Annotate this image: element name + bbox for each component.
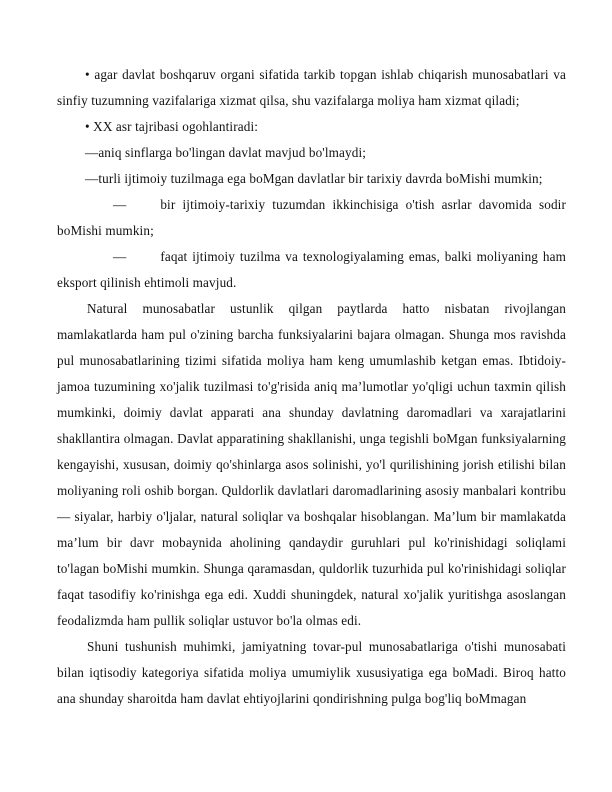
dash-item-1: —aniq sinflarga bo'lingan davlat mavjud bo'lmaydi; xyxy=(85,145,367,160)
bullet-item-2: • XX asr tajribasi ogohlantiradi: xyxy=(85,119,259,134)
dash-item-4-text: faqat ijtimoiy tuzilma va texnologiyalaming emas, balki moliyaning ham eksport qilinish ehtimoli mavjud. xyxy=(57,249,566,290)
em-dash-marker: — xyxy=(113,249,127,264)
em-dash-marker: — xyxy=(113,197,127,212)
dash-item-3 xyxy=(57,192,566,244)
body-paragraph-1: Natural munosabatlar ustunlik qilgan paytlarda hatto nisbatan rivojlangan mamlakatlarda ham pul o'zining barcha funksiyalarini bajara olmagan. Shunga mos ravishda pul munosabatlarining tizimi sifatida moliya ham keng umumlashib ketgan emas. Ibtidoiy-jamoa tuzumining xo'jalik tuzilmasi to'g'risida aniq ma’lumotlar yo'qligi uchun taxmin qilish mumkinki, doimiy davlat apparati ana shunday davlatning daromadlari va xarajatlarini shakllantira olmagan. Davlat apparatining shakllanishi, unga tegishli boMgan funksiyalarning kengayishi, xususan, doimiy qo'shinlarga asos solinishi, yo'l qurilishining jorish etilishi bilan moliyaning roli oshib borgan. Quldorlik davlatlari daromadlarining asosiy manbalari kontribu— siyalar, harbiy o'ljalar, natural soliqlar va boshqalar hisoblangan. Ma’lum bir mamlakatda ma’lum bir davr mobaynida aholining qandaydir guruhlari pul ko'rinishidagi soliqlami to'lagan boMishi mumkin. Shunga qaramasdan, quldorlik tuzurhida pul ko'rinishidagi soliqlar faqat tasodifiy ko'rinishga ega edi. Xuddi shuningdek, natural xo'jalik yuritishga asoslangan feodalizmda ham pullik soliqlar ustuvor bo'la olmas edi. xyxy=(57,301,566,628)
bullet-item-1: • agar davlat boshqaruv organi sifatida tarkib topgan ishlab chiqarish munosabatlari va sinfiy tuzumning vazifalariga xizmat qilsa, shu vazifalarga moliya ham xizmat qiladi; xyxy=(57,67,566,108)
body-paragraph-2: Shuni tushunish muhimki, jamiyatning tovar-pul munosabatlariga o'tishi munosabati bilan iqtisodiy kategoriya sifatida moliya umumiylik xususiyatiga ega boMadi. Biroq hatto ana shunday sharoitda ham davlat ehtiyojlarini qondirishning pulga bog'liq boMmagan xyxy=(57,639,566,706)
dash-item-3-text: bir ijtimoiy-tarixiy tuzumdan ikkinchisiga o'tish asrlar davomida sodir boMishi mumkin; xyxy=(57,197,566,238)
dash-item-4 xyxy=(57,244,566,296)
dash-item-2: —turli ijtimoiy tuzilmaga ega boMgan davlatlar bir tarixiy davrda boMishi mumkin; xyxy=(85,171,543,186)
